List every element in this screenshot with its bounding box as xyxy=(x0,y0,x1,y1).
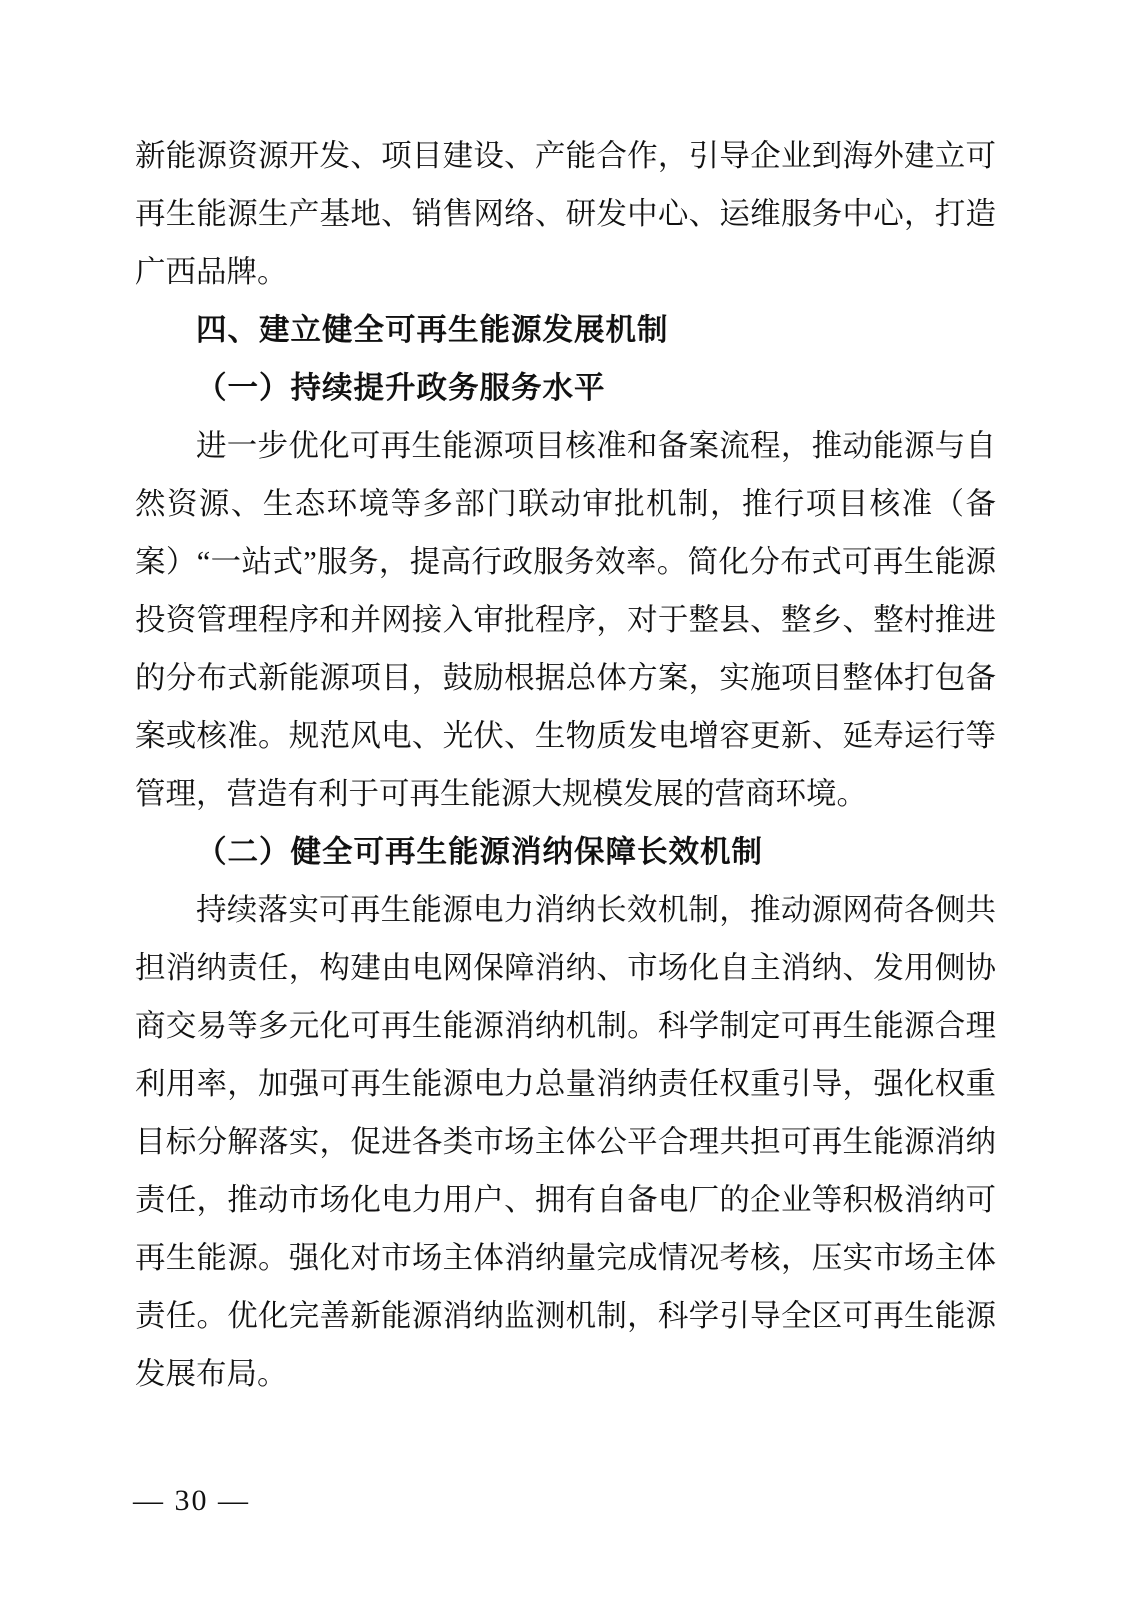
document-body xyxy=(135,127,996,1403)
paragraph-continued-from-previous-page: 新能源资源开发、项目建设、产能合作，引导企业到海外建立可再生能源生产基地、销售网络、研发中心、运维服务中心，打造广西品牌。 xyxy=(135,139,996,289)
paragraph-body-consumption-mechanism: 持续落实可再生能源电力消纳长效机制，推动源网荷各侧共担消纳责任，构建由电网保障消纳、市场化自主消纳、发用侧协商交易等多元化可再生能源消纳机制。科学制定可再生能源合理利用率，加强可再生能源电力总量消纳责任权重引导，强化权重目标分解落实，促进各类市场主体公平合理共担可再生能源消纳责任，推动市场化电力用户、拥有自备电厂的企业等积极消纳可再生能源。强化对市场主体消纳量完成情况考核，压实市场主体责任。优化完善新能源消纳监测机制，科学引导全区可再生能源发展布局。 xyxy=(135,893,996,1391)
paragraph-body-government-services: 进一步优化可再生能源项目核准和备案流程，推动能源与自然资源、生态环境等多部门联动审批机制，推行项目核准（备案）“一站式”服务，提高行政服务效率。简化分布式可再生能源投资管理程序和并网接入审批程序，对于整县、整乡、整村推进的分布式新能源项目，鼓励根据总体方案，实施项目整体打包备案或核准。规范风电、光伏、生物质发电增容更新、延寿运行等管理，营造有利于可再生能源大规模发展的营商环境。 xyxy=(135,429,996,811)
subsection-heading-one: （一）持续提升政务服务水平 xyxy=(196,371,606,405)
page-number: — 30 — xyxy=(133,1484,250,1517)
subsection-heading-two: （二）健全可再生能源消纳保障长效机制 xyxy=(196,835,763,869)
section-heading-four: 四、建立健全可再生能源发展机制 xyxy=(196,313,669,347)
